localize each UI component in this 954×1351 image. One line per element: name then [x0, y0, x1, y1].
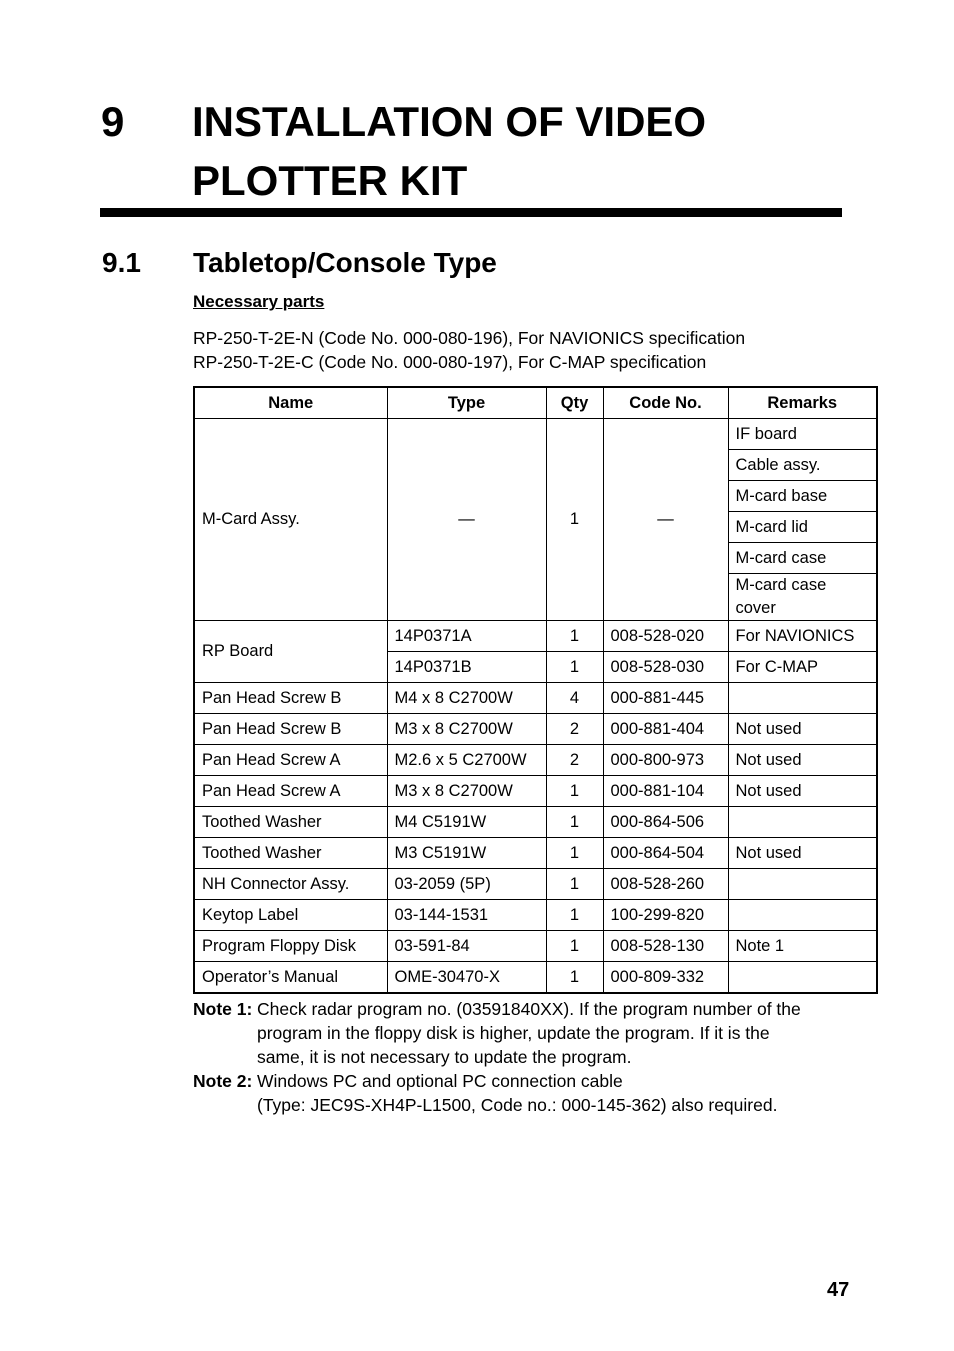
- cell-code: 000-881-104: [603, 776, 728, 807]
- table-header-row: [194, 387, 877, 419]
- mcard-code: —: [603, 419, 728, 621]
- subheading: Necessary parts: [193, 292, 325, 311]
- note-label: Note 2:: [193, 1071, 253, 1091]
- table-row: [194, 714, 877, 745]
- note-label: Note 1:: [193, 999, 253, 1019]
- cell-type: M3 C5191W: [387, 838, 546, 869]
- table-row: [194, 683, 877, 714]
- cell-code: 000-809-332: [603, 962, 728, 994]
- cell-code: 000-881-445: [603, 683, 728, 714]
- cell-qty: 1: [546, 838, 603, 869]
- cell-remarks: Not used: [728, 776, 877, 807]
- table-row: [194, 838, 877, 869]
- cell-code: 008-528-260: [603, 869, 728, 900]
- rp-board-name: RP Board: [194, 621, 387, 683]
- cell-name: Pan Head Screw A: [194, 776, 387, 807]
- cell-code: 008-528-030: [603, 652, 728, 683]
- mcard-name: M-Card Assy.: [194, 419, 387, 621]
- mcard-remark: M-card lid: [728, 512, 877, 543]
- cell-code: 000-864-506: [603, 807, 728, 838]
- cell-type: M3 x 8 C2700W: [387, 714, 546, 745]
- mcard-remark: M-card case: [728, 543, 877, 574]
- cell-qty: 1: [546, 621, 603, 652]
- mcard-remark: Cable assy.: [728, 450, 877, 481]
- section-number: 9.1: [102, 247, 141, 278]
- cell-remarks: Not used: [728, 714, 877, 745]
- table-row: [194, 776, 877, 807]
- intro-line: RP-250-T-2E-N (Code No. 000-080-196), For NAVIONICS specification: [193, 328, 746, 348]
- table-row: [194, 621, 877, 652]
- cell-remarks: [728, 900, 877, 931]
- table-row: [194, 900, 877, 931]
- mcard-remark: IF board: [728, 419, 877, 450]
- cell-code: 100-299-820: [603, 900, 728, 931]
- cell-type: M4 C5191W: [387, 807, 546, 838]
- chapter-rule: [100, 208, 842, 217]
- cell-remarks: [728, 807, 877, 838]
- chapter-title: INSTALLATION OF VIDEO PLOTTER KIT: [192, 98, 707, 204]
- header-remarks: Remarks: [728, 387, 877, 419]
- cell-code: 008-528-020: [603, 621, 728, 652]
- header-name: Name: [194, 387, 387, 419]
- note-line: Windows PC and optional PC connection cable: [257, 1071, 623, 1091]
- cell-name: Pan Head Screw B: [194, 683, 387, 714]
- cell-remarks: Not used: [728, 745, 877, 776]
- cell-name: Pan Head Screw B: [194, 714, 387, 745]
- cell-name: NH Connector Assy.: [194, 869, 387, 900]
- cell-remarks: Not used: [728, 838, 877, 869]
- note-1: [193, 997, 873, 1069]
- cell-qty: 2: [546, 745, 603, 776]
- cell-qty: 1: [546, 900, 603, 931]
- cell-qty: 1: [546, 807, 603, 838]
- mcard-remark: M-card case cover: [728, 574, 877, 621]
- chapter-number: 9: [101, 98, 125, 145]
- cell-name: Program Floppy Disk: [194, 931, 387, 962]
- cell-type: 03-144-1531: [387, 900, 546, 931]
- notes: [193, 997, 873, 1117]
- mcard-type: —: [387, 419, 546, 621]
- cell-code: 008-528-130: [603, 931, 728, 962]
- cell-type: M3 x 8 C2700W: [387, 776, 546, 807]
- note-line: program in the floppy disk is higher, update the program. If it is the: [257, 1023, 770, 1043]
- cell-qty: 2: [546, 714, 603, 745]
- cell-code: 000-864-504: [603, 838, 728, 869]
- cell-remarks: For NAVIONICS: [728, 621, 877, 652]
- table-row: [194, 745, 877, 776]
- section-title: Tabletop/Console Type: [193, 247, 497, 278]
- cell-qty: 1: [546, 931, 603, 962]
- cell-remarks: [728, 869, 877, 900]
- header-type: Type: [387, 387, 546, 419]
- table-row: [194, 869, 877, 900]
- note-2: [193, 1069, 873, 1117]
- cell-qty: 4: [546, 683, 603, 714]
- cell-code: 000-881-404: [603, 714, 728, 745]
- table-row: [194, 419, 877, 450]
- cell-type: 03-591-84: [387, 931, 546, 962]
- cell-qty: 1: [546, 776, 603, 807]
- intro-text: [193, 326, 745, 374]
- cell-qty: 1: [546, 869, 603, 900]
- cell-remarks: [728, 683, 877, 714]
- cell-qty: 1: [546, 962, 603, 994]
- cell-code: 000-800-973: [603, 745, 728, 776]
- cell-remarks: [728, 962, 877, 994]
- page-number: 47: [827, 1279, 850, 1301]
- note-line: Check radar program no. (03591840XX). If the program number of the: [257, 999, 801, 1019]
- intro-line: RP-250-T-2E-C (Code No. 000-080-197), For C-MAP specification: [193, 352, 707, 372]
- cell-name: Keytop Label: [194, 900, 387, 931]
- header-qty: Qty: [546, 387, 603, 419]
- parts-table: [193, 386, 878, 994]
- cell-type: M2.6 x 5 C2700W: [387, 745, 546, 776]
- cell-type: 14P0371A: [387, 621, 546, 652]
- table-row: [194, 962, 877, 994]
- cell-remarks: For C-MAP: [728, 652, 877, 683]
- table-row: [194, 931, 877, 962]
- mcard-remark: M-card base: [728, 481, 877, 512]
- cell-name: Pan Head Screw A: [194, 745, 387, 776]
- mcard-qty: 1: [546, 419, 603, 621]
- cell-name: Toothed Washer: [194, 807, 387, 838]
- cell-type: 14P0371B: [387, 652, 546, 683]
- cell-name: Operator’s Manual: [194, 962, 387, 994]
- cell-qty: 1: [546, 652, 603, 683]
- note-line: same, it is not necessary to update the program.: [257, 1047, 632, 1067]
- cell-type: M4 x 8 C2700W: [387, 683, 546, 714]
- cell-remarks: Note 1: [728, 931, 877, 962]
- cell-type: 03-2059 (5P): [387, 869, 546, 900]
- table-row: [194, 807, 877, 838]
- header-code: Code No.: [603, 387, 728, 419]
- cell-type: OME-30470-X: [387, 962, 546, 994]
- cell-name: Toothed Washer: [194, 838, 387, 869]
- note-line: (Type: JEC9S-XH4P-L1500, Code no.: 000-145-362) also required.: [257, 1095, 778, 1115]
